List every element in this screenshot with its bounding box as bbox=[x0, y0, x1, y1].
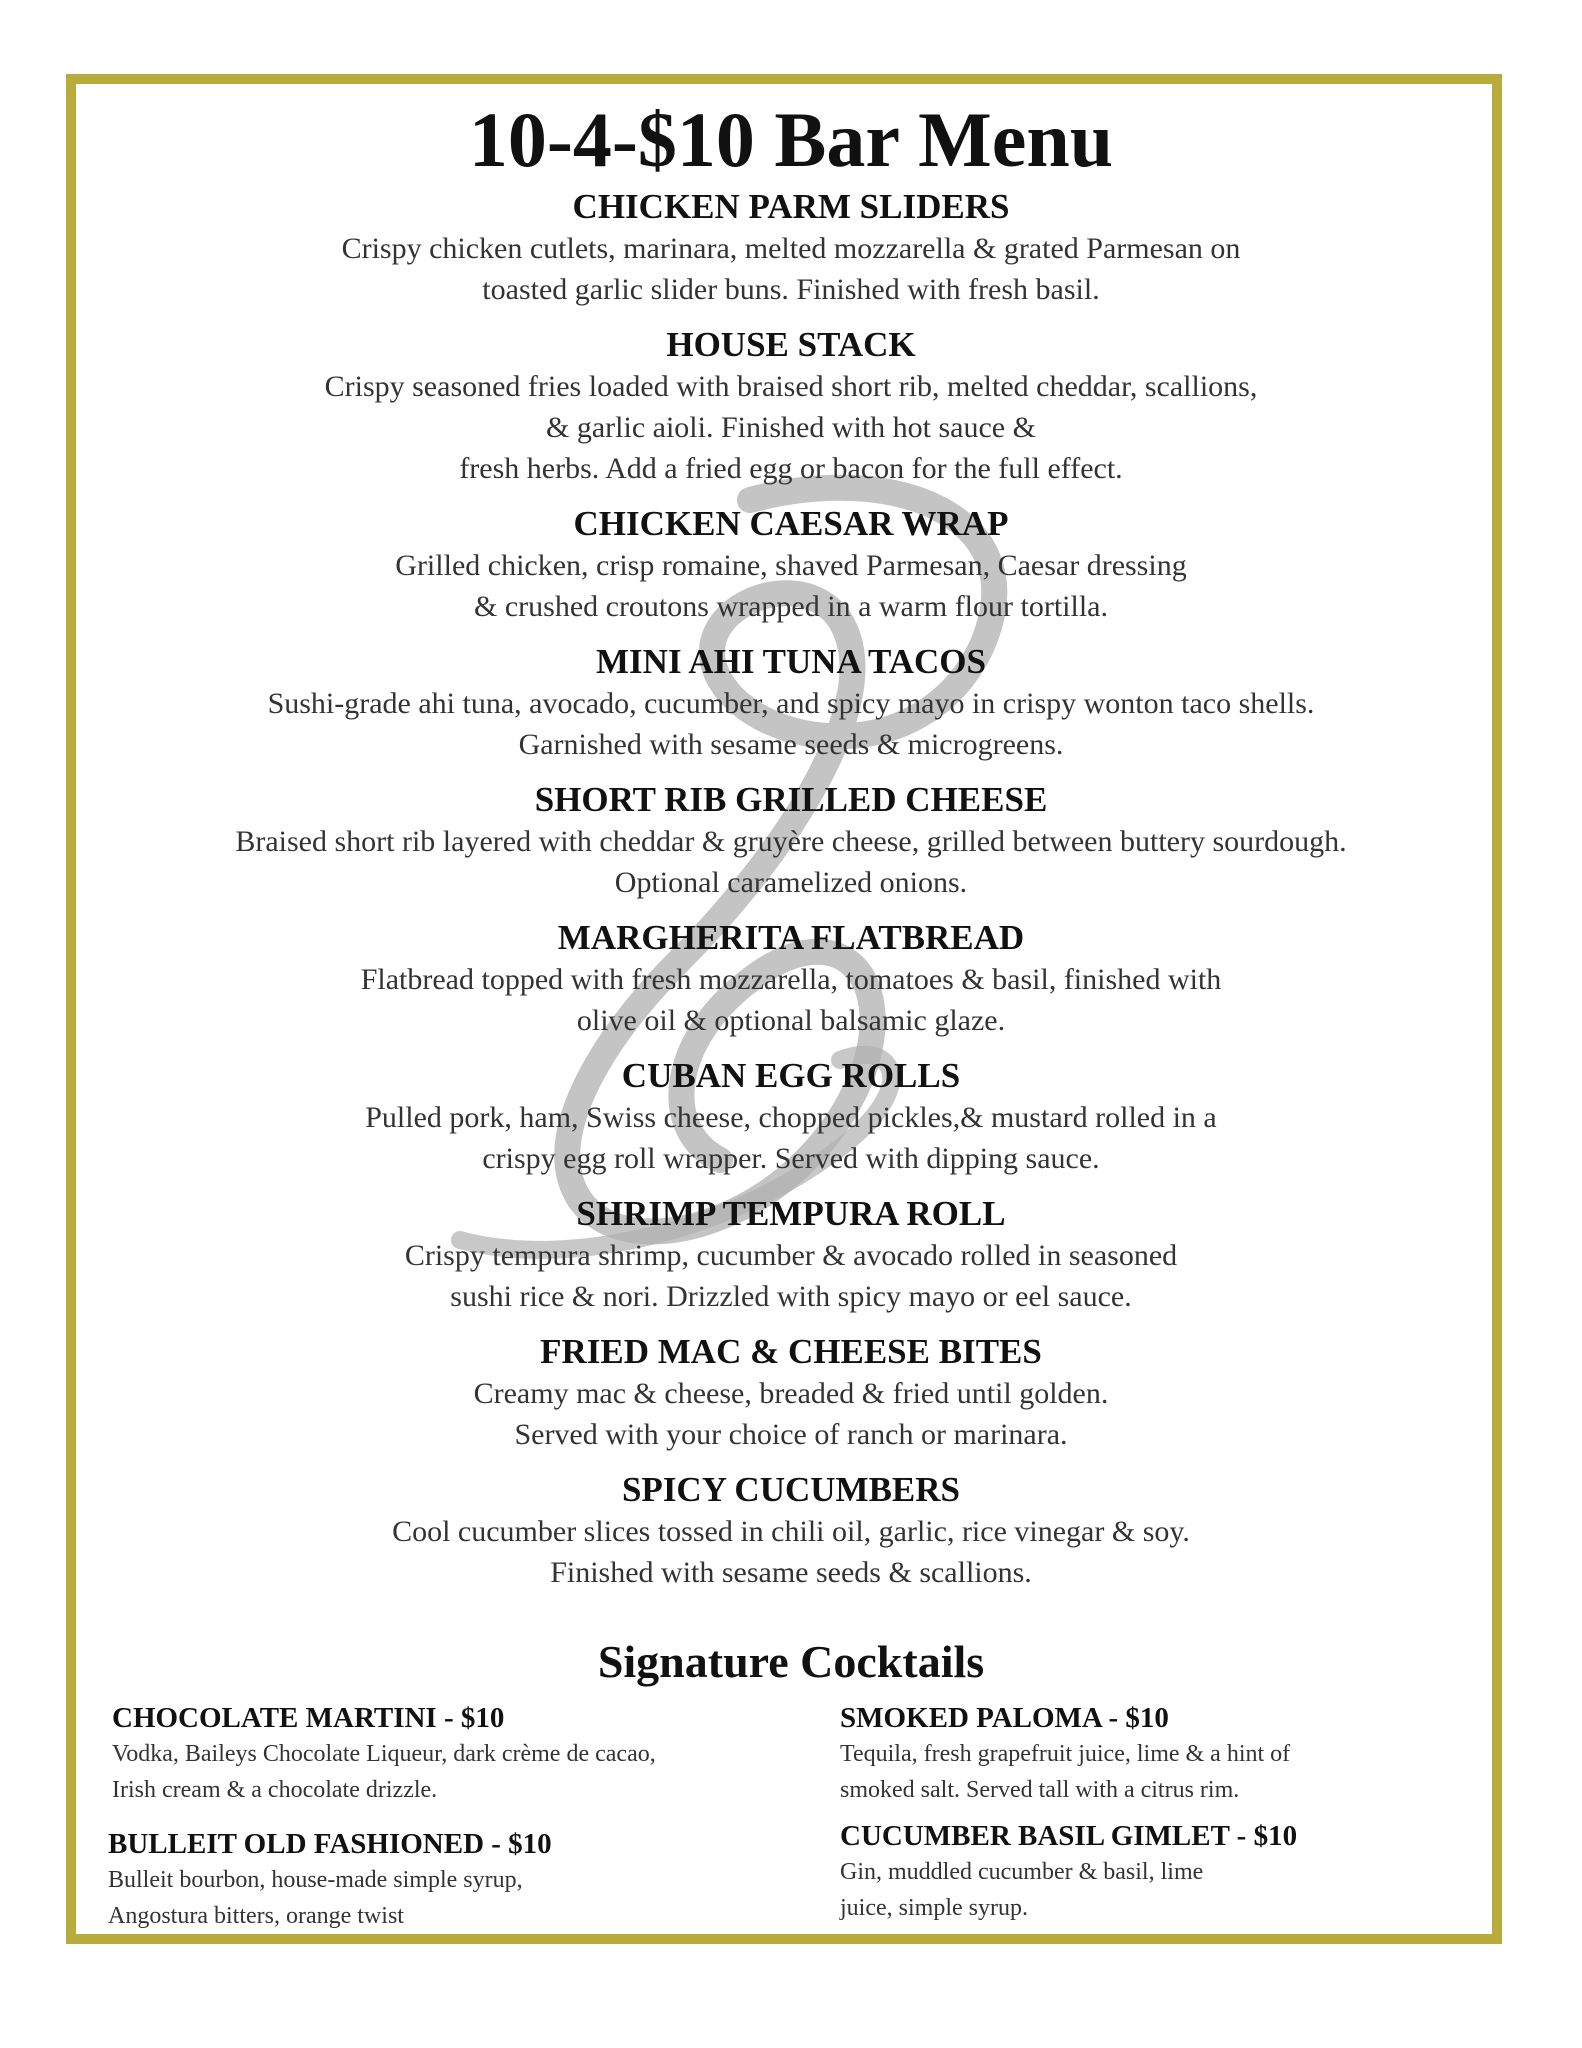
cocktail-description: Gin, muddled cucumber & basil, lime juice, simple syrup. bbox=[840, 1859, 1204, 1921]
menu-item-description: Crispy seasoned fries loaded with braised short rib, melted cheddar, scallions, & garlic aioli. Finished with hot sauce & fresh herbs. Add a fried egg or bacon for the full effect. bbox=[324, 370, 1258, 485]
menu-item-name: FRIED MAC & CHEESE BITES bbox=[540, 1332, 1042, 1371]
cocktail-description: Vodka, Baileys Chocolate Liqueur, dark crème de cacao, Irish cream & a chocolate drizzle. bbox=[112, 1741, 656, 1803]
menu-item-name: HOUSE STACK bbox=[666, 325, 916, 364]
menu-item bbox=[90, 779, 1492, 903]
menu-title: 10-4-$10 Bar Menu bbox=[468, 96, 1114, 183]
menu-item bbox=[90, 1331, 1492, 1455]
menu-item bbox=[90, 1193, 1492, 1317]
menu-item bbox=[90, 641, 1492, 765]
menu-item-description: Cool cucumber slices tossed in chili oil, garlic, rice vinegar & soy. Finished with sesame seeds & scallions. bbox=[392, 1515, 1190, 1589]
menu-item bbox=[90, 503, 1492, 627]
menu-item-name: CUBAN EGG ROLLS bbox=[621, 1056, 961, 1095]
cocktail-item bbox=[112, 1700, 792, 1808]
menu-item bbox=[90, 324, 1492, 489]
menu-item bbox=[90, 917, 1492, 1041]
menu-item-name: SHORT RIB GRILLED CHEESE bbox=[534, 780, 1048, 819]
cocktails-heading: Signature Cocktails bbox=[597, 1636, 985, 1687]
menu-item-description: Flatbread topped with fresh mozzarella, tomatoes & basil, finished with olive oil & optional balsamic glaze. bbox=[360, 963, 1222, 1037]
cocktail-name: SMOKED PALOMA - $10 bbox=[840, 1702, 1169, 1734]
menu-item-description: Pulled pork, ham, Swiss cheese, chopped pickles,& mustard rolled in a crispy egg roll wrapper. Served with dipping sauce. bbox=[365, 1101, 1217, 1175]
cocktail-description: Bulleit bourbon, house-made simple syrup, Angostura bitters, orange twist bbox=[108, 1867, 523, 1929]
menu-item-description: Sushi-grade ahi tuna, avocado, cucumber, and spicy mayo in crispy wonton taco shells. Garnished with sesame seeds & microgreens. bbox=[267, 687, 1315, 761]
menu-item-description: Crispy chicken cutlets, marinara, melted mozzarella & grated Parmesan on toasted garlic slider buns. Finished with fresh basil. bbox=[341, 232, 1241, 306]
cocktail-item bbox=[840, 1818, 1460, 1926]
menu-item-description: Grilled chicken, crisp romaine, shaved Parmesan, Caesar dressing & crushed croutons wrapped in a warm flour tortilla. bbox=[395, 549, 1187, 623]
menu-item bbox=[90, 186, 1492, 310]
menu-item-description: Crispy tempura shrimp, cucumber & avocado rolled in seasoned sushi rice & nori. Drizzled with spicy mayo or eel sauce. bbox=[404, 1239, 1178, 1313]
cocktail-name: CHOCOLATE MARTINI - $10 bbox=[112, 1702, 505, 1734]
menu-item-description: Creamy mac & cheese, breaded & fried until golden. Served with your choice of ranch or marinara. bbox=[473, 1377, 1109, 1451]
menu-item-name: MINI AHI TUNA TACOS bbox=[596, 642, 986, 681]
menu-item-name: CHICKEN PARM SLIDERS bbox=[572, 187, 1010, 226]
menu-item-name: MARGHERITA FLATBREAD bbox=[557, 918, 1025, 957]
menu-item-description: Braised short rib layered with cheddar & gruyère cheese, grilled between buttery sourdough. Optional caramelized onions. bbox=[235, 825, 1347, 899]
cocktail-description: Tequila, fresh grapefruit juice, lime & a hint of smoked salt. Served tall with a citrus rim. bbox=[840, 1741, 1291, 1803]
cocktail-name: CUCUMBER BASIL GIMLET - $10 bbox=[840, 1820, 1298, 1852]
menu-item-name: CHICKEN CAESAR WRAP bbox=[573, 504, 1009, 543]
menu-item-name: SPICY CUCUMBERS bbox=[621, 1470, 961, 1509]
menu-items-list bbox=[90, 186, 1492, 1607]
cocktail-name: BULLEIT OLD FASHIONED - $10 bbox=[108, 1828, 552, 1860]
cocktail-item bbox=[840, 1700, 1460, 1808]
cocktail-item bbox=[108, 1826, 788, 1934]
menu-item bbox=[90, 1469, 1492, 1593]
menu-item-name: SHRIMP TEMPURA ROLL bbox=[576, 1194, 1006, 1233]
menu-item bbox=[90, 1055, 1492, 1179]
